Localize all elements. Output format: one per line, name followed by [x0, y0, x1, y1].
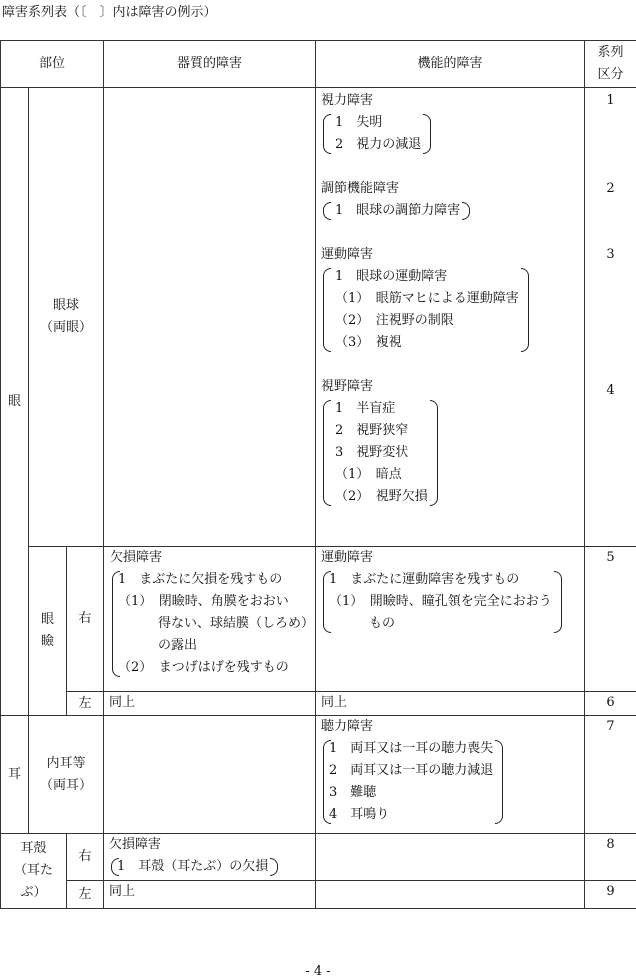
eyelid-right-series: 5	[585, 547, 636, 692]
movement-group: 運動障害 1 眼球の運動障害 （1） 眼筋マヒによる運動障害 （2） 注視野の制限 （3） 複視	[321, 244, 584, 354]
auricle-label: 耳殻 （耳た ぶ）	[1, 834, 67, 909]
eye-label: 眼	[1, 88, 29, 716]
header-organic: 器質的障害	[104, 41, 316, 88]
bracket: 1 半盲症 2 視野狭窄 3 視野変状 （1） 暗点 （2） 視野欠損	[321, 398, 438, 508]
auricle-right-row	[1, 834, 636, 881]
eyeball-series-nums: 1 2 3 4	[585, 88, 636, 547]
accommodation-group: 調節機能障害 1 眼球の調節力障害	[321, 178, 584, 222]
bracket: 1 まぶたに欠損を残すもの （1） 閉瞼時、角膜をおおい 得ない、球結膜（しろめ） の露出 （2） まつげはげを残すもの	[110, 569, 316, 679]
bracket: 1 両耳又は一耳の聴力喪失 2 両耳又は一耳の聴力減退 3 難聴 4 耳鳴り	[321, 738, 503, 826]
disability-series-table	[0, 40, 636, 909]
bracket: 1 失明 2 視力の減退	[321, 112, 431, 156]
eyeball-functional	[316, 88, 585, 547]
bracket: 1 耳殻（耳たぶ）の欠損	[109, 856, 278, 878]
eyelid-left-series: 6	[585, 692, 636, 716]
auricle-right-series: 8	[585, 834, 636, 881]
bracket: 1 眼球の調節力障害	[321, 200, 470, 222]
eyeball-organic	[104, 88, 316, 547]
bracket: 1 眼球の運動障害 （1） 眼筋マヒによる運動障害 （2） 注視野の制限 （3） 複視	[321, 266, 529, 354]
page-number: - 4 -	[305, 964, 331, 979]
vision-group: 視力障害 1 失明 2 視力の減退	[321, 90, 584, 156]
document-title: 障害系列表（〔 〕内は障害の例示）	[2, 5, 217, 20]
eyelid-right-row	[1, 547, 636, 692]
eyelid-organic: 欠損障害 1 まぶたに欠損を残すもの （1） 閉瞼時、角膜をおおい 得ない、球結膜（しろめ） の露出 （2） まつげはげを残すもの	[104, 547, 316, 692]
auricle-organic: 欠損障害 1 耳殻（耳たぶ）の欠損	[104, 834, 316, 881]
eyelid-left-row: 左 同上 同上 6	[1, 692, 636, 716]
eyeball-label: 眼球 （両眼）	[29, 88, 104, 547]
eyelid-left-label: 左	[67, 692, 104, 716]
hearing-functional: 聴力障害 1 両耳又は一耳の聴力喪失 2 両耳又は一耳の聴力減退 3 難聴 4 耳鳴り	[316, 716, 585, 834]
auricle-right-label: 右	[67, 834, 104, 881]
header-part: 部位	[1, 41, 104, 88]
auricle-left-row: 左 同上 9	[1, 881, 636, 909]
eyelid-label: 眼 瞼	[29, 547, 67, 716]
header-row	[1, 41, 636, 88]
auricle-left-label: 左	[67, 881, 104, 909]
inner-ear-series: 7	[585, 716, 636, 834]
inner-ear-row	[1, 716, 636, 834]
inner-ear-label: 内耳等 （両耳）	[29, 716, 104, 834]
eyelid-right-label: 右	[67, 547, 104, 692]
eyeball-row	[1, 88, 636, 547]
bracket: 1 まぶたに運動障害を残すもの （1） 開瞼時、瞳孔領を完全におおう もの	[321, 569, 562, 635]
header-functional: 機能的障害	[316, 41, 585, 88]
eyelid-functional: 運動障害 1 まぶたに運動障害を残すもの （1） 開瞼時、瞳孔領を完全におおう もの	[316, 547, 585, 692]
visual-field-group: 視野障害 1 半盲症 2 視野狭窄 3 視野変状 （1） 暗点 （2） 視野欠損	[321, 376, 584, 508]
ear-label: 耳	[1, 716, 29, 834]
auricle-left-series: 9	[585, 881, 636, 909]
header-series: 系列 区分	[585, 41, 636, 88]
